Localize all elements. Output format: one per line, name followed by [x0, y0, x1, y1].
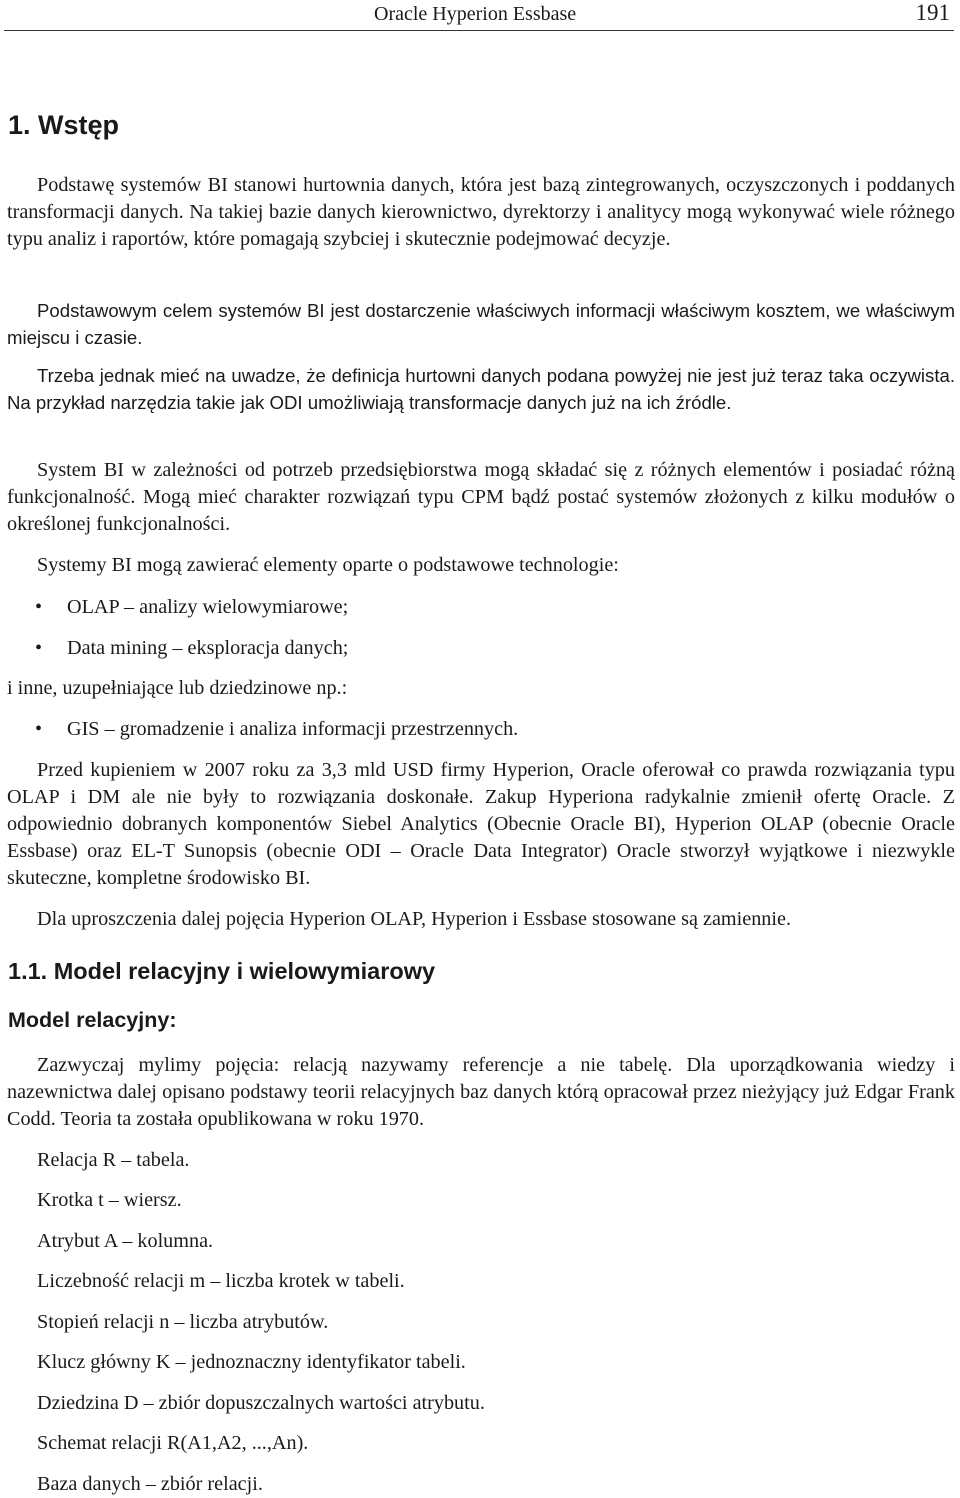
subsection-heading: 1.1. Model relacyjny i wielowymiarowy — [8, 958, 436, 984]
definition-item: Krotka t – wiersz. — [37, 1189, 182, 1211]
section-heading: 1. Wstęp — [8, 110, 120, 140]
bullet-icon: • — [35, 637, 43, 659]
paragraph-bi-system: System BI w zależności od potrzeb przedsiębiorstwa mogą składać się z różnych elementów i posiadać różną funkcjonalność. Mogą mieć charakter rozwiązań typu CPM bądź postać systemów złożonych z kilku modułów o określonej funkcjonalności. — [7, 459, 955, 535]
paragraph-relational-intro: Zazwyczaj mylimy pojęcia: relacją nazywamy referencje a nie tabelę. Dla uporządkowania wiedzy i nazewnictwa dalej opisano podstawy teorii relacyjnych baz danych którą opracował przez nieżyjący już Edgar Frank Codd. Teoria ta została opublikowana w roku 1970. — [7, 1054, 955, 1130]
running-header-title: Oracle Hyperion Essbase — [374, 3, 577, 25]
paragraph-naming-note: Dla uproszczenia dalej pojęcia Hyperion OLAP, Hyperion i Essbase stosowane są zamiennie. — [37, 908, 791, 930]
paragraph-definition-note: Trzeba jednak mieć na uwadze, że definicja hurtowni danych podana powyżej nie jest już teraz taka oczywista. Na przykład narzędzia takie jak ODI umożliwiają transformacje danych już na ich źródle. — [7, 365, 955, 413]
definition-item: Relacja R – tabela. — [37, 1149, 190, 1171]
paragraph-intro: Podstawę systemów BI stanowi hurtownia danych, która jest bazą zintegrowanych, oczyszczonych i poddanych transformacji danych. Na takiej bazie danych kierownictwo, dyrektorzy i analitycy mogą wykonywać wiele różnego typu analiz i raportów, które pomagają szybciej i skutecznie podejmować decyzje. — [7, 174, 955, 250]
paragraph-technologies: Systemy BI mogą zawierać elementy oparte o podstawowe technologie: — [37, 554, 619, 576]
definition-item: Stopień relacji n – liczba atrybutów. — [37, 1311, 329, 1333]
paragraph-other: i inne, uzupełniające lub dziedzinowe np.: — [7, 677, 348, 699]
page-number: 191 — [915, 0, 950, 25]
list-item-text: OLAP – analizy wielowymiarowe; — [67, 596, 349, 618]
subsubsection-heading: Model relacyjny: — [8, 1008, 177, 1032]
list-item-text: Data mining – eksploracja danych; — [67, 637, 349, 659]
paragraph-goal: Podstawowym celem systemów BI jest dostarczenie właściwych informacji właściwym kosztem, we właściwym miejscu i czasie. — [7, 300, 955, 348]
bullet-icon: • — [35, 718, 43, 740]
definition-item: Atrybut A – kolumna. — [37, 1230, 214, 1252]
definition-item: Dziedzina D – zbiór dopuszczalnych wartości atrybutu. — [37, 1392, 485, 1414]
definition-item: Schemat relacji R(A1,A2, ...,An). — [37, 1432, 309, 1454]
list-item-text: GIS – gromadzenie i analiza informacji przestrzennych. — [67, 718, 519, 740]
paragraph-hyperion-history: Przed kupieniem w 2007 roku za 3,3 mld USD firmy Hyperion, Oracle oferował co prawda rozwiązania typu OLAP i DM ale nie były to rozwiązania doskonałe. Zakup Hyperiona radykalnie zmienił ofertę Oracle. Z odpowiednio dobranych komponentów Siebel Analytics (Obecnie Oracle BI), Hyperion OLAP (obecnie Oracle Essbase) oraz EL-T Sunopsis (obecnie ODI – Oracle Data Integrator) Oracle stworzył wyjątkowe i niezwykle skuteczne, kompletne środowisko BI. — [7, 759, 955, 889]
definition-item: Baza danych – zbiór relacji. — [37, 1473, 263, 1495]
running-header — [4, 0, 954, 31]
bullet-icon: • — [35, 596, 43, 618]
definition-item: Liczebność relacji m – liczba krotek w tabeli. — [37, 1270, 405, 1292]
definition-item: Klucz główny K – jednoznaczny identyfikator tabeli. — [37, 1351, 466, 1373]
